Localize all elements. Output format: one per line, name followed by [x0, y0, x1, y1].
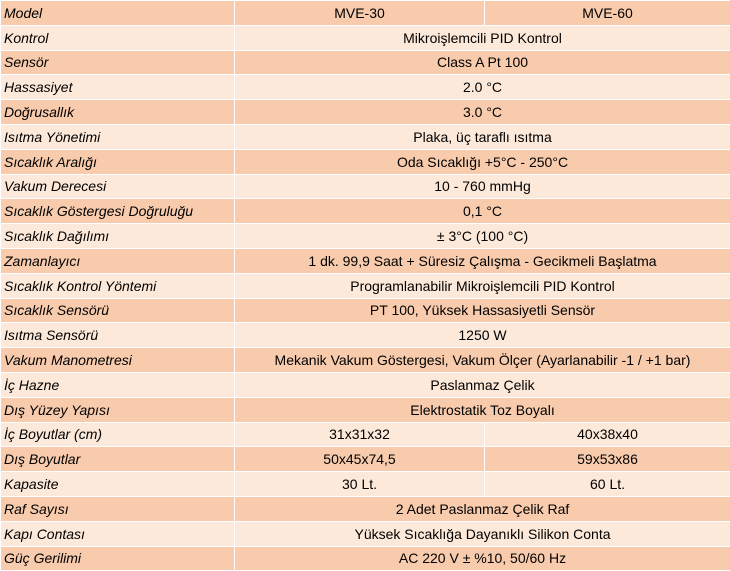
row-label: Kapasite	[1, 472, 235, 497]
row-label: Sıcaklık Dağılımı	[1, 224, 235, 249]
row-value: 0,1 °C	[235, 199, 730, 224]
row-value-mve-30: 31x31x32	[235, 422, 485, 447]
row-value: Class A Pt 100	[235, 50, 730, 75]
row-label: Sıcaklık Göstergesi Doğruluğu	[1, 199, 235, 224]
row-label: Sensör	[1, 50, 235, 75]
row-label: Güç Gerilimi	[1, 546, 235, 571]
row-value: Elektrostatik Toz Boyalı	[235, 397, 730, 422]
table-row	[1, 149, 730, 174]
header-label: Model	[1, 1, 235, 26]
row-label: Dış Boyutlar	[1, 447, 235, 472]
row-label: İç Hazne	[1, 372, 235, 397]
row-value: Programlanabilir Mikroişlemcili PID Kontrol	[235, 273, 730, 298]
header-model-mve-30: MVE-30	[235, 1, 485, 26]
row-value: 1 dk. 99,9 Saat + Süresiz Çalışma - Gecikmeli Başlatma	[235, 248, 730, 273]
row-value-mve-30: 30 Lt.	[235, 472, 485, 497]
table-row	[1, 422, 730, 447]
row-value: 2.0 °C	[235, 75, 730, 100]
row-value-mve-60: 60 Lt.	[485, 472, 730, 497]
row-value-mve-60: 40x38x40	[485, 422, 730, 447]
row-value: Mekanik Vakum Göstergesi, Vakum Ölçer (Ayarlanabilir -1 / +1 bar)	[235, 348, 730, 373]
row-value: Plaka, üç taraflı ısıtma	[235, 124, 730, 149]
row-label: Dış Yüzey Yapısı	[1, 397, 235, 422]
row-value: Paslanmaz Çelik	[235, 372, 730, 397]
table-row	[1, 25, 730, 50]
row-label: Kapı Contası	[1, 521, 235, 546]
row-label: Sıcaklık Aralığı	[1, 149, 235, 174]
row-label: Kontrol	[1, 25, 235, 50]
row-label: Isıtma Yönetimi	[1, 124, 235, 149]
table-row	[1, 50, 730, 75]
table-row	[1, 174, 730, 199]
table-row	[1, 323, 730, 348]
row-value: Mikroişlemcili PID Kontrol	[235, 25, 730, 50]
table-row	[1, 372, 730, 397]
row-value: Oda Sıcaklığı +5°C - 250°C	[235, 149, 730, 174]
row-value-mve-60: 59x53x86	[485, 447, 730, 472]
table-row	[1, 100, 730, 125]
row-label: İç Boyutlar (cm)	[1, 422, 235, 447]
row-value: ± 3°C (100 °C)	[235, 224, 730, 249]
table-row	[1, 521, 730, 546]
row-label: Doğrusallık	[1, 100, 235, 125]
row-label: Vakum Manometresi	[1, 348, 235, 373]
table-row	[1, 397, 730, 422]
table-row	[1, 496, 730, 521]
table-row	[1, 298, 730, 323]
header-model-mve-60: MVE-60	[485, 1, 730, 26]
row-label: Hassasiyet	[1, 75, 235, 100]
row-label: Sıcaklık Sensörü	[1, 298, 235, 323]
table-row	[1, 546, 730, 571]
row-value: Yüksek Sıcaklığa Dayanıklı Silikon Conta	[235, 521, 730, 546]
row-value: AC 220 V ± %10, 50/60 Hz	[235, 546, 730, 571]
row-value: PT 100, Yüksek Hassasiyetli Sensör	[235, 298, 730, 323]
row-value: 1250 W	[235, 323, 730, 348]
table-row	[1, 75, 730, 100]
table-row	[1, 348, 730, 373]
table-row	[1, 447, 730, 472]
row-label: Zamanlayıcı	[1, 248, 235, 273]
row-label: Isıtma Sensörü	[1, 323, 235, 348]
table-row	[1, 224, 730, 249]
spec-table-body	[1, 1, 730, 571]
table-row	[1, 199, 730, 224]
table-header-row	[1, 1, 730, 26]
table-row	[1, 472, 730, 497]
row-label: Vakum Derecesi	[1, 174, 235, 199]
row-label: Raf Sayısı	[1, 496, 235, 521]
row-value-mve-30: 50x45x74,5	[235, 447, 485, 472]
table-row	[1, 248, 730, 273]
row-value: 10 - 760 mmHg	[235, 174, 730, 199]
row-value: 2 Adet Paslanmaz Çelik Raf	[235, 496, 730, 521]
row-label: Sıcaklık Kontrol Yöntemi	[1, 273, 235, 298]
table-row	[1, 273, 730, 298]
row-value: 3.0 °C	[235, 100, 730, 125]
table-row	[1, 124, 730, 149]
